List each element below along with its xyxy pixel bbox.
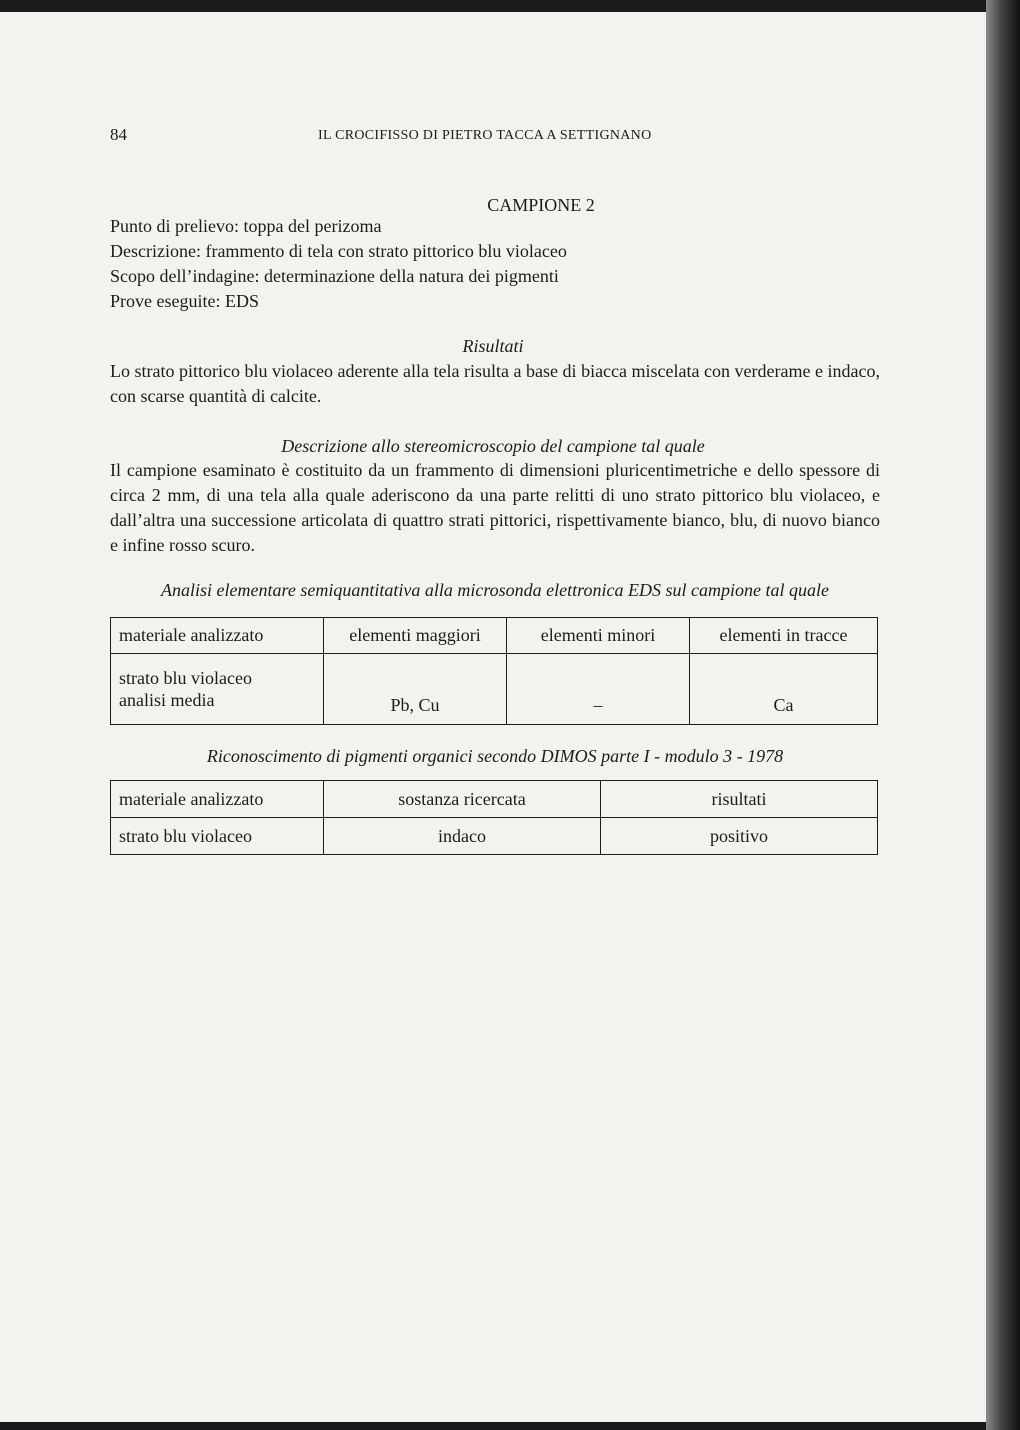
eds-header-row bbox=[111, 618, 878, 654]
dimos-table bbox=[110, 780, 878, 855]
eds-material-line1: strato blu violaceo bbox=[119, 668, 252, 688]
eds-heading: Analisi elementare semiquantitativa alla microsonda elettronica EDS sul campione tal quale bbox=[161, 580, 829, 600]
eds-table bbox=[110, 617, 878, 725]
sample-title-text: CAMPIONE 2 bbox=[487, 195, 595, 215]
eds-material-line2: analisi media bbox=[119, 690, 215, 710]
book-page bbox=[0, 12, 986, 1422]
dimos-header-material: materiale analizzato bbox=[111, 781, 324, 818]
eds-header-major: elementi maggiori bbox=[324, 618, 507, 654]
eds-major-cell: Pb, Cu bbox=[324, 654, 507, 725]
sample-title bbox=[0, 195, 986, 216]
dimos-material-cell: strato blu violaceo bbox=[111, 818, 324, 855]
dimos-result-cell: positivo bbox=[601, 818, 878, 855]
stereo-heading-text: Descrizione allo stereomicroscopio del campione tal quale bbox=[281, 436, 705, 456]
eds-header-material: materiale analizzato bbox=[111, 618, 324, 654]
eds-trace-cell: Ca bbox=[690, 654, 878, 725]
page-edge-shadow bbox=[986, 0, 1020, 1430]
running-title: IL CROCIFISSO DI PIETRO TACCA A SETTIGNANO bbox=[318, 128, 652, 143]
eds-material-cell bbox=[111, 654, 324, 725]
eds-header-minor: elementi minori bbox=[507, 618, 690, 654]
page-number: 84 bbox=[110, 125, 127, 144]
dimos-header-row bbox=[111, 781, 878, 818]
results-paragraph: Lo strato pittorico blu violaceo aderente alla tela risulta a base di biacca miscelata con verderame e indaco, con scarse quantità di calcite. bbox=[110, 361, 880, 406]
eds-minor-cell: – bbox=[507, 654, 690, 725]
stereo-paragraph: Il campione esaminato è costituito da un frammento di dimensioni pluricentimetriche e dello spessore di circa 2 mm, di una tela alla quale aderiscono da una parte relitti di uno strato pittorico blu violaceo, e dall’altra una successione articolata di quattro strati pittorici, rispettivamente bianco, blu, di nuovo bianco e infine rosso scuro. bbox=[110, 460, 880, 555]
results-heading-text: Risultati bbox=[462, 336, 524, 356]
dimos-header-results: risultati bbox=[601, 781, 878, 818]
dimos-heading: Riconoscimento di pigmenti organici secondo DIMOS parte I - modulo 3 - 1978 bbox=[206, 746, 784, 766]
eds-data-row bbox=[111, 654, 878, 725]
sample-metadata bbox=[110, 214, 567, 314]
dimos-header-substance: sostanza ricercata bbox=[324, 781, 601, 818]
sampling-point: Punto di prelievo: toppa del perizoma bbox=[110, 216, 382, 236]
dimos-data-row bbox=[111, 818, 878, 855]
investigation-purpose: Scopo dell’indagine: determinazione della natura dei pigmenti bbox=[110, 266, 559, 286]
stereo-heading bbox=[0, 436, 986, 457]
dimos-substance-cell: indaco bbox=[324, 818, 601, 855]
sample-description: Descrizione: frammento di tela con strato pittorico blu violaceo bbox=[110, 241, 567, 261]
tests-performed: Prove eseguite: EDS bbox=[110, 291, 259, 311]
results-heading bbox=[0, 336, 986, 357]
eds-header-trace: elementi in tracce bbox=[690, 618, 878, 654]
